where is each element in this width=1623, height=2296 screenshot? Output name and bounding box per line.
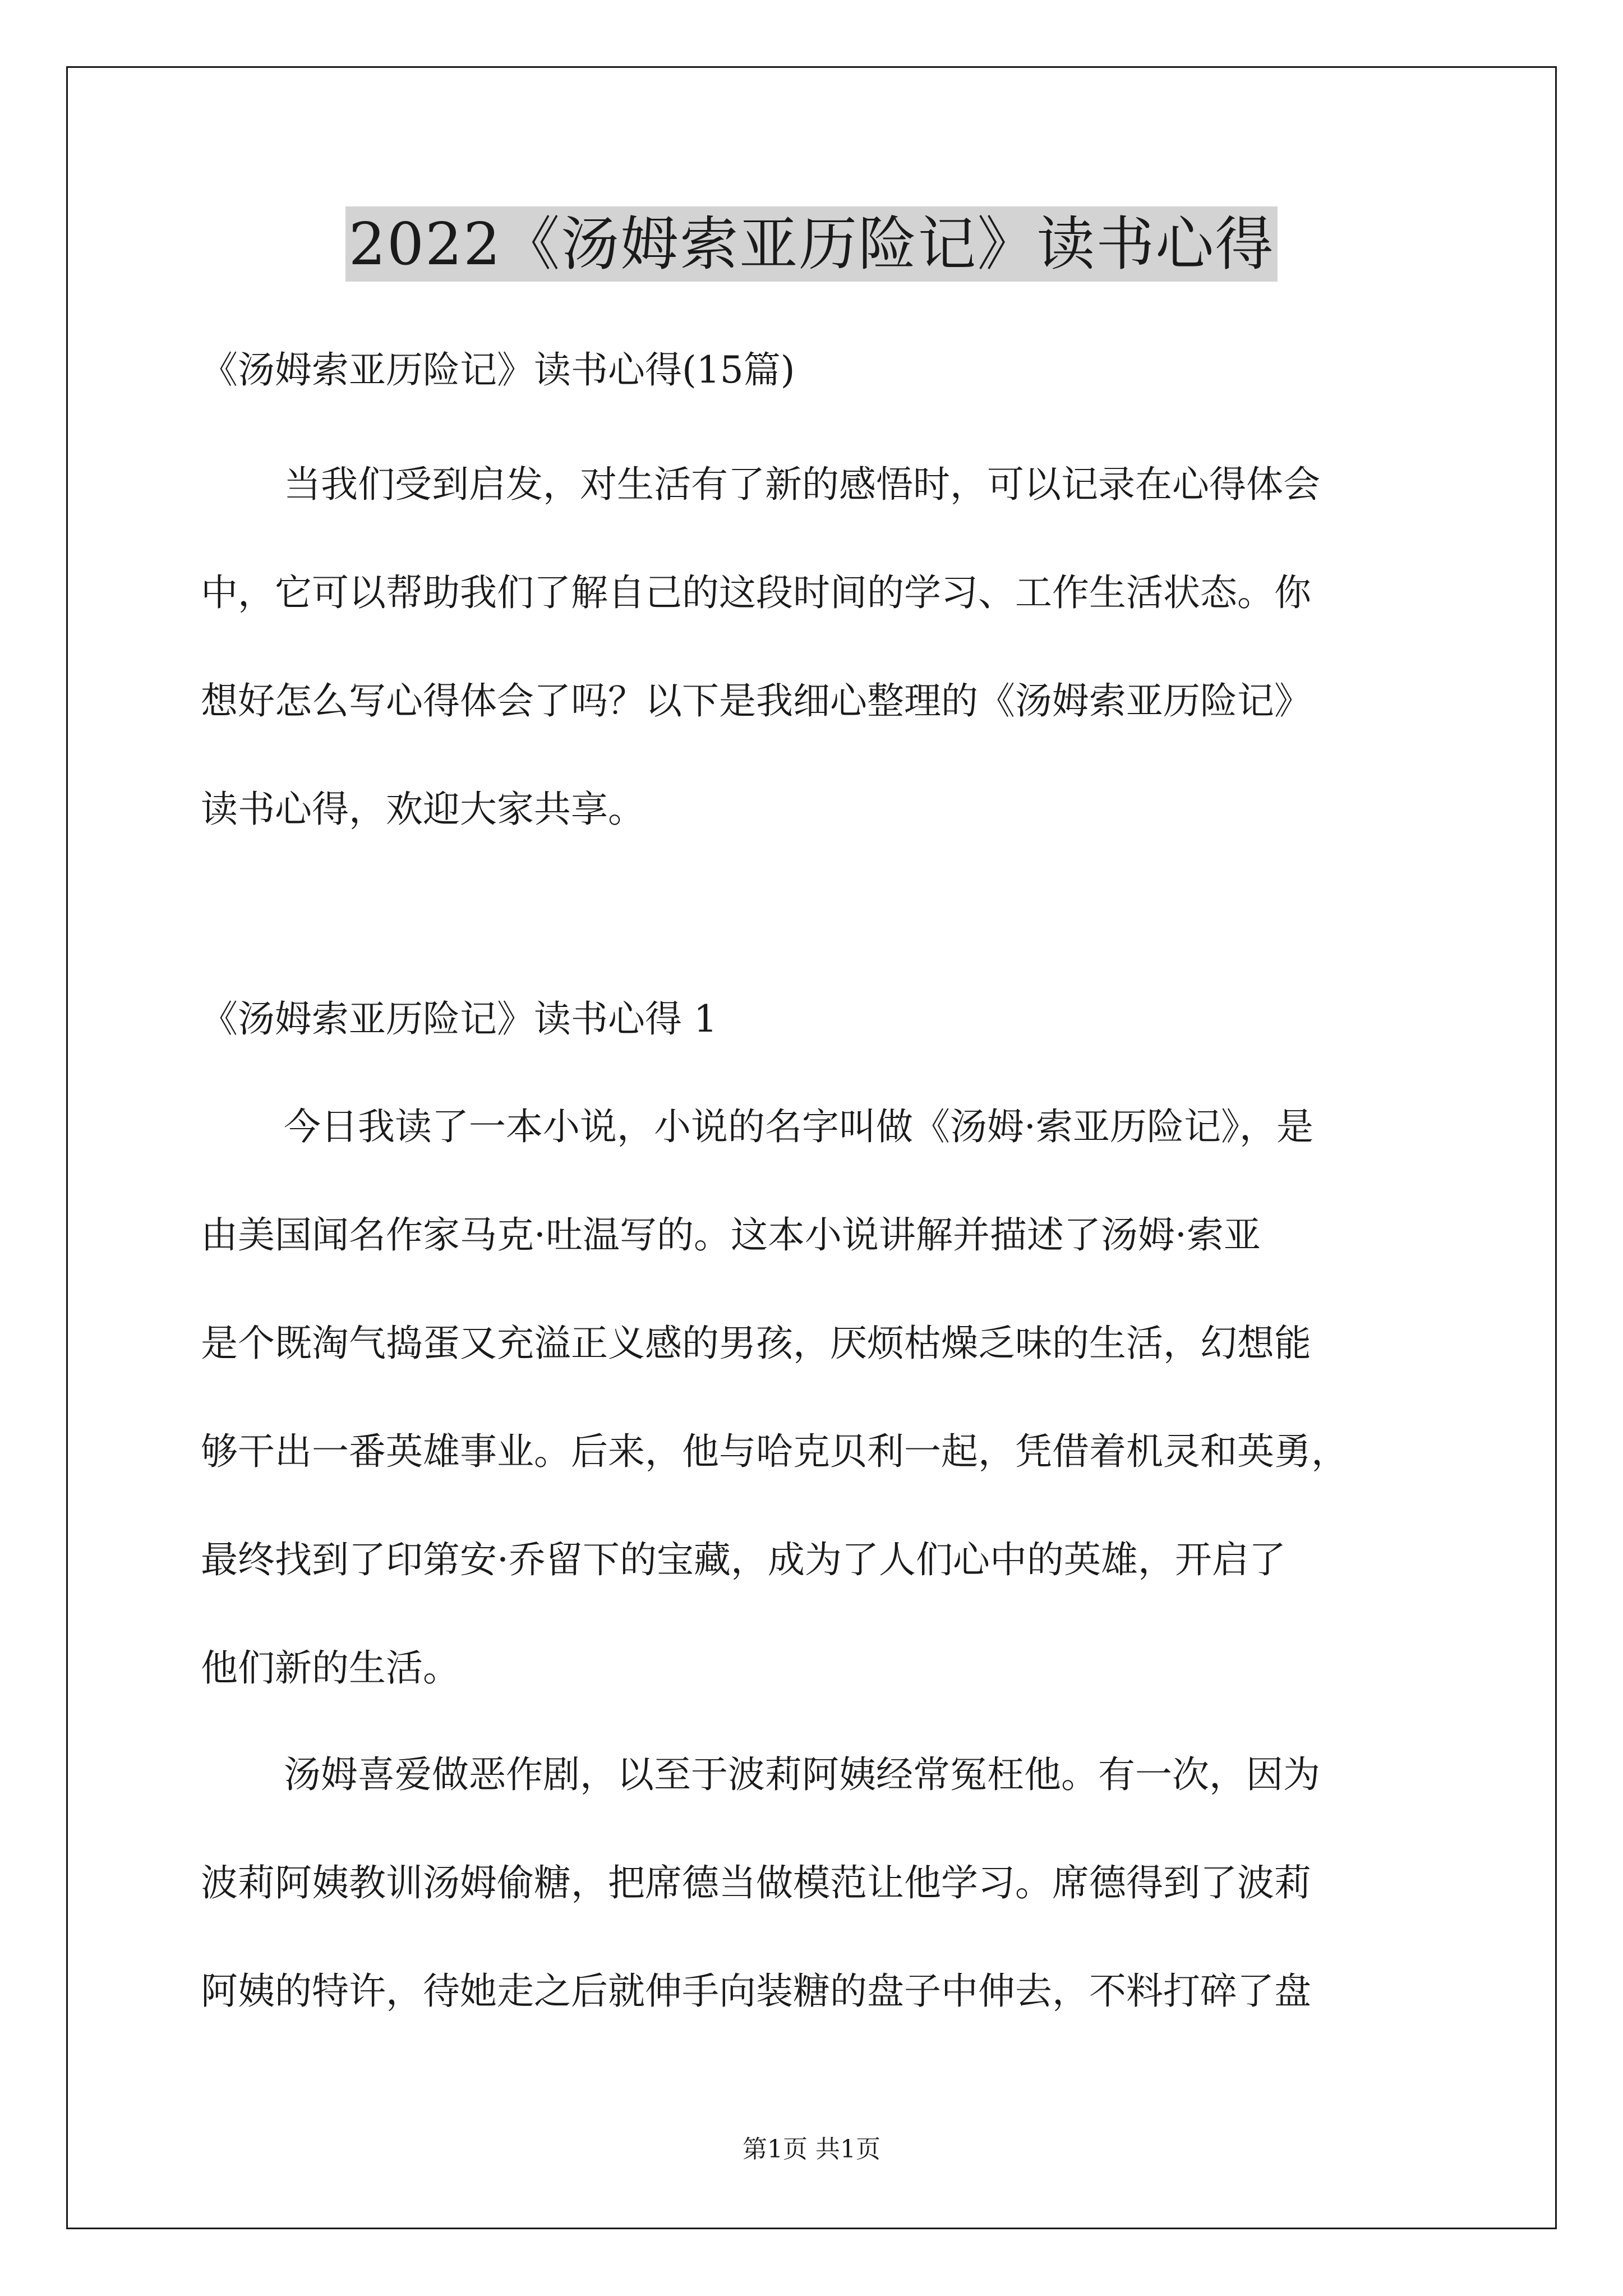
text-line: 最终找到了印第安·乔留下的宝藏，成为了人们心中的英雄，开启了 xyxy=(201,1538,1286,1581)
text-line: 由美国闻名作家马克·吐温写的。这本小说讲解并描述了汤姆·索亚 xyxy=(201,1213,1261,1257)
text-line: 读书心得，欢迎大家共享。 xyxy=(201,788,645,831)
text-line: 阿姨的特许，待她走之后就伸手向装糖的盘子中伸去，不料打碎了盘 xyxy=(201,1970,1311,2013)
section-heading: 《汤姆索亚历险记》读书心得 1 xyxy=(201,997,717,1041)
document-title: 2022《汤姆索亚历险记》读书心得 xyxy=(345,206,1278,282)
text-line: 想好怎么写心得体会了吗？以下是我细心整理的《汤姆索亚历险记》 xyxy=(201,679,1311,723)
title-container xyxy=(0,206,1623,282)
text-line: 是个既淘气捣蛋又充溢正义感的男孩，厌烦枯燥乏味的生活，幻想能 xyxy=(201,1322,1311,1365)
text-line: 今日我读了一本小说，小说的名字叫做《汤姆·索亚历险记》，是 xyxy=(284,1105,1313,1148)
text-line: 波莉阿姨教训汤姆偷糖，把席德当做模范让他学习。席德得到了波莉 xyxy=(201,1861,1311,1904)
text-line: 够干出一番英雄事业。后来，他与哈克贝利一起，凭借着机灵和英勇， xyxy=(201,1430,1348,1473)
text-line: 当我们受到启发，对生活有了新的感悟时，可以记录在心得体会 xyxy=(284,463,1320,506)
text-line: 汤姆喜爱做恶作剧，以至于波莉阿姨经常冤枉他。有一次，因为 xyxy=(284,1753,1320,1796)
text-line: 中，它可以帮助我们了解自己的这段时间的学习、工作生活状态。你 xyxy=(201,571,1311,614)
text-line: 他们新的生活。 xyxy=(201,1646,460,1690)
page-footer: 第1页 共1页 xyxy=(743,2135,880,2164)
document-subtitle: 《汤姆索亚历险记》读书心得(15篇) xyxy=(201,348,795,392)
